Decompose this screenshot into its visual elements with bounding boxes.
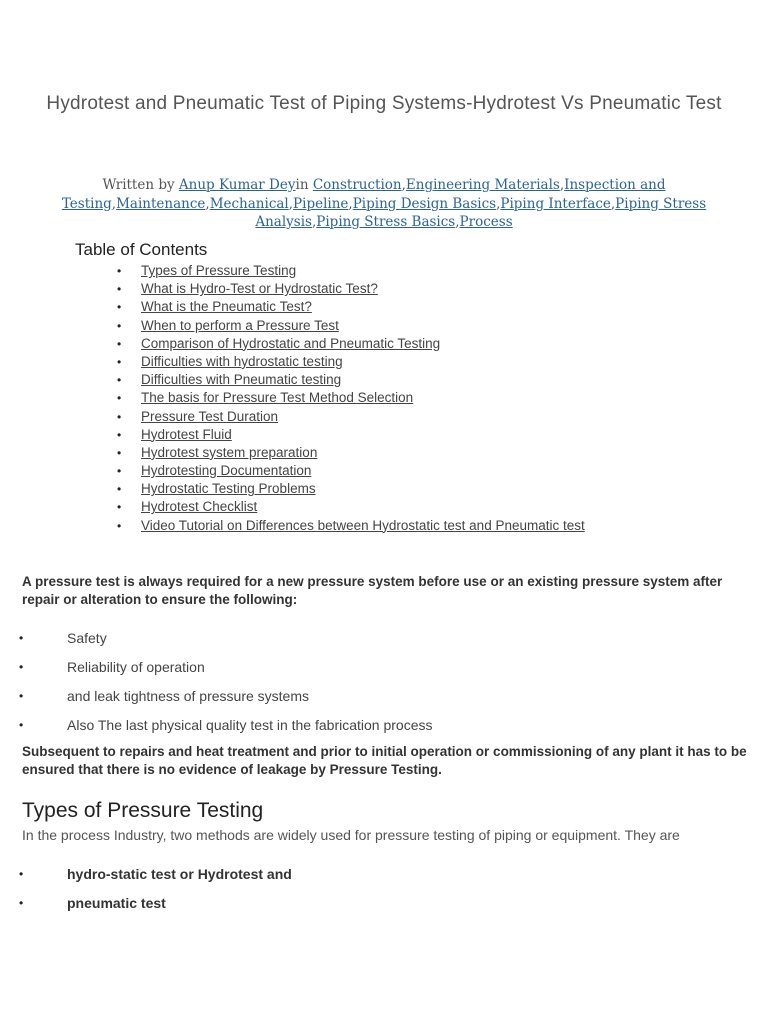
- category-separator: ,: [348, 195, 353, 212]
- method-item-text: hydro-static test or Hydrotest and: [67, 866, 292, 882]
- category-link[interactable]: Mechanical: [209, 195, 289, 212]
- bullet-icon: •: [19, 689, 24, 703]
- category-link[interactable]: Piping Stress Basics: [316, 214, 456, 230]
- byline-written-by: Written by: [102, 177, 179, 193]
- toc-link[interactable]: The basis for Pressure Test Method Selection: [141, 390, 414, 406]
- category-separator: ,: [610, 195, 616, 212]
- category-link[interactable]: Inspection and Testing: [61, 177, 666, 212]
- category-link[interactable]: Construction: [312, 177, 402, 193]
- bullet-icon: •: [19, 896, 24, 910]
- benefit-item-text: Also The last physical quality test in the fabrication process: [67, 717, 433, 733]
- category-link[interactable]: Engineering Materials: [405, 177, 560, 193]
- toc-link[interactable]: Comparison of Hydrostatic and Pneumatic Testing: [141, 335, 441, 351]
- category-link[interactable]: Pipeline: [293, 195, 349, 212]
- author-link[interactable]: Anup Kumar Dey: [178, 177, 296, 193]
- benefit-item-text: and leak tightness of pressure systems: [67, 688, 310, 704]
- category-separator: ,: [288, 195, 294, 212]
- category-separator: ,: [496, 195, 501, 212]
- toc-link[interactable]: Hydrotesting Documentation: [141, 463, 312, 479]
- toc-link[interactable]: Video Tutorial on Differences between Hydrostatic test and Pneumatic test: [141, 517, 585, 533]
- bullet-icon: •: [117, 264, 122, 278]
- section-intro: In the process Industry, two methods are widely used for pressure testing of piping or equipment. They are: [22, 827, 680, 843]
- toc-link[interactable]: Difficulties with Pneumatic testing: [141, 372, 342, 388]
- byline-in: in: [295, 177, 313, 193]
- category-separator: ,: [401, 177, 406, 193]
- category-separator: ,: [205, 195, 210, 212]
- toc-link[interactable]: Difficulties with hydrostatic testing: [141, 353, 343, 369]
- category-link[interactable]: Piping Interface: [500, 195, 611, 212]
- bullet-icon: •: [19, 631, 24, 645]
- category-link[interactable]: Piping Design Basics: [352, 195, 497, 212]
- bullet-icon: •: [117, 445, 122, 460]
- byline: [50, 176, 718, 232]
- bullet-icon: •: [117, 427, 122, 442]
- bullet-icon: •: [117, 282, 122, 297]
- toc-link[interactable]: Types of Pressure Testing: [141, 263, 297, 278]
- bullet-icon: •: [117, 500, 122, 515]
- category-separator: ,: [455, 214, 460, 230]
- bullet-icon: •: [19, 867, 24, 881]
- bullet-icon: •: [117, 518, 122, 533]
- bullet-icon: •: [117, 354, 122, 369]
- article-title: Hydrotest and Pneumatic Test of Piping Systems-Hydrotest Vs Pneumatic Test: [46, 93, 722, 114]
- toc-link[interactable]: Hydrostatic Testing Problems: [141, 481, 316, 497]
- toc-link[interactable]: Hydrotest Checklist: [141, 499, 258, 515]
- category-separator: ,: [559, 177, 565, 193]
- toc-link[interactable]: Pressure Test Duration: [141, 408, 279, 424]
- intro-paragraph: A pressure test is always required for a new pressure system before use or an existing pressure system after repair or alteration to ensure the following:: [22, 574, 723, 607]
- bullet-icon: •: [19, 718, 24, 732]
- bullet-icon: •: [117, 391, 122, 406]
- section-heading: Types of Pressure Testing: [22, 799, 264, 822]
- subsequent-paragraph: Subsequent to repairs and heat treatment and prior to initial operation or commissioning of any plant it has to be ensured that there is no evidence of leakage by Pressure Testing.: [22, 744, 747, 777]
- bullet-icon: •: [19, 660, 24, 674]
- bullet-icon: •: [117, 300, 122, 315]
- bullet-icon: •: [117, 373, 122, 388]
- bullet-icon: •: [117, 336, 122, 351]
- toc-link[interactable]: Hydrotest system preparation: [141, 444, 318, 460]
- bullet-icon: •: [117, 409, 122, 424]
- bullet-icon: •: [117, 482, 122, 497]
- toc-link[interactable]: What is Hydro-Test or Hydrostatic Test?: [141, 281, 378, 297]
- category-separator: ,: [311, 214, 317, 230]
- benefit-item-text: Safety: [67, 630, 107, 646]
- method-item-text: pneumatic test: [67, 895, 166, 911]
- category-link[interactable]: Process: [459, 214, 513, 230]
- toc-link[interactable]: When to perform a Pressure Test: [141, 317, 339, 333]
- category-link[interactable]: Maintenance: [116, 195, 206, 212]
- toc-link[interactable]: Hydrotest Fluid: [141, 426, 232, 442]
- category-separator: ,: [111, 195, 117, 212]
- bullet-icon: •: [117, 464, 122, 479]
- benefit-item-text: Reliability of operation: [67, 659, 205, 675]
- category-link[interactable]: Piping Stress Analysis: [255, 195, 707, 230]
- bullet-icon: •: [117, 318, 122, 333]
- toc-heading: Table of Contents: [75, 240, 208, 259]
- toc-link[interactable]: What is the Pneumatic Test?: [141, 299, 312, 315]
